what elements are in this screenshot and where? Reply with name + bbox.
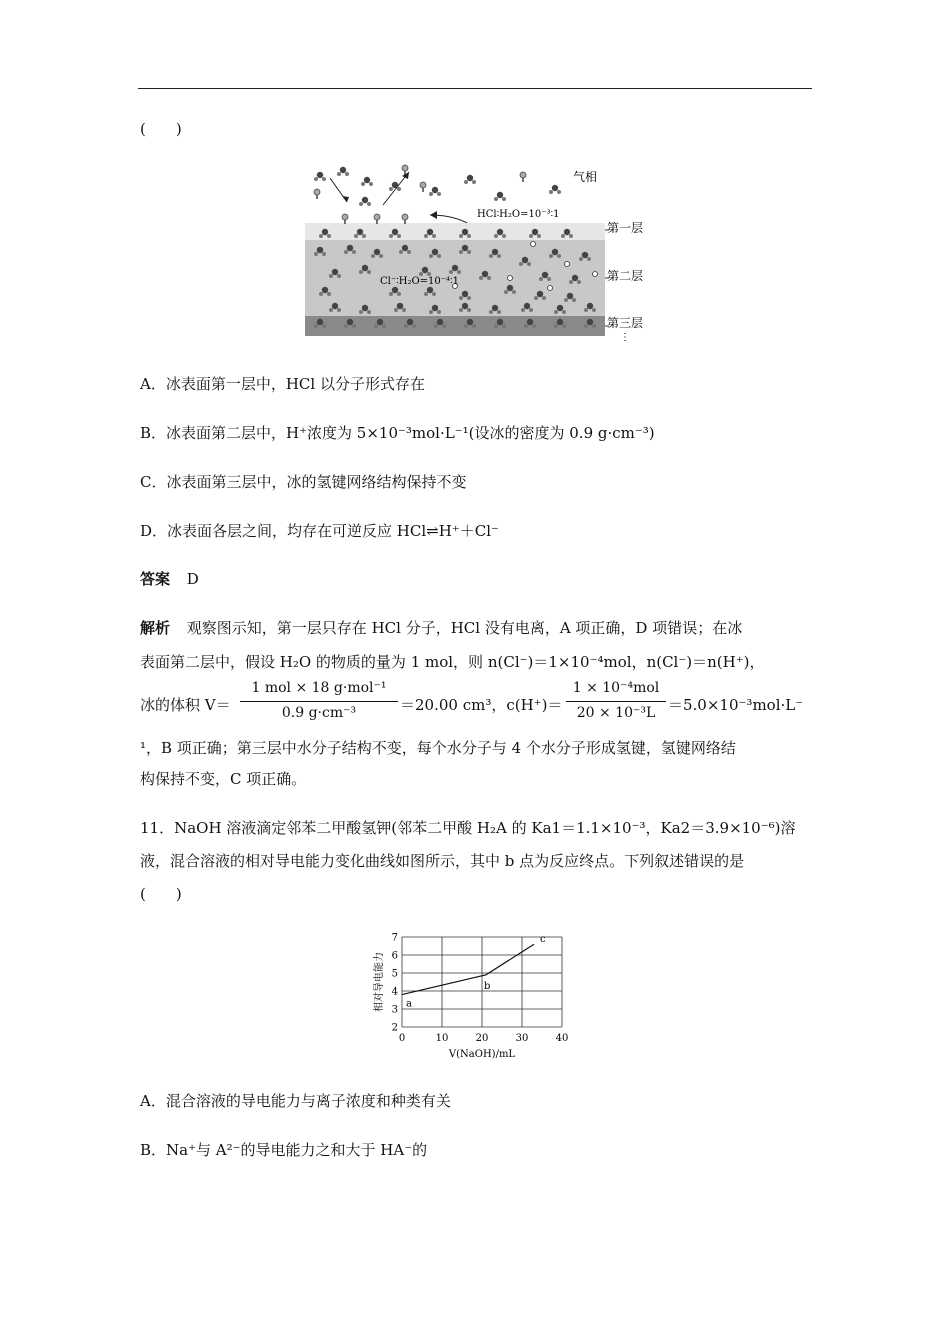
analysis-text-1: 观察图示知，第一层只存在 HCl 分子，HCl 没有电离，A 项正确，D 项错误；在冰 [186, 619, 743, 637]
y-tick-label: 3 [391, 1004, 398, 1016]
x-tick-label: 40 [555, 1033, 569, 1044]
q10-option-d: D．冰表面各层之间，均存在可逆反应 HCl⇌H⁺＋Cl⁻ [140, 522, 499, 540]
point-label-b: b [484, 980, 491, 992]
ratio2-label: Cl⁻∶H₂O=10⁻⁴∶1 [380, 276, 460, 287]
y-tick-label: 2 [391, 1022, 398, 1034]
point-label-c: c [540, 934, 546, 946]
answer-value: D [186, 570, 199, 588]
y-tick-label: 6 [391, 950, 398, 962]
x-tick-label: 0 [398, 1033, 406, 1044]
point-label-a: a [406, 998, 412, 1010]
header-rule [138, 88, 812, 89]
y-axis-label: 相对导电能力 [374, 952, 385, 1012]
volume-result: ＝20.00 cm³，c(H⁺)＝ [400, 696, 563, 714]
q11-line-3: ( ) [140, 885, 182, 903]
analysis-line-1 [140, 617, 742, 638]
y-tick-label: 7 [391, 932, 398, 944]
conc-fraction-bar [566, 701, 666, 702]
ice-surface-diagram [305, 160, 650, 345]
conc-numerator: 1 × 10⁻⁴mol [572, 680, 660, 696]
gas-label: 气相 [573, 170, 598, 184]
q10-option-a: A．冰表面第一层中，HCl 以分子形式存在 [140, 375, 425, 393]
volume-prefix: 冰的体积 V＝ [140, 696, 231, 714]
layer2-label: 第二层 [607, 269, 644, 283]
layer3-label: 第三层 [607, 316, 644, 330]
x-tick-label: 30 [515, 1033, 529, 1044]
q11-line-2: 液，混合溶液的相对导电能力变化曲线如图所示，其中 b 点为反应终点。下列叙述错误的是 [140, 852, 745, 870]
x-tick-label: 20 [475, 1033, 489, 1044]
conductivity-chart [370, 925, 580, 1065]
more-layers-dots: ⋮ [620, 332, 630, 343]
volume-fraction-bar [240, 701, 398, 702]
answer-label: 答案 [140, 570, 171, 588]
conc-result: ＝5.0×10⁻³mol·L⁻ [668, 696, 804, 714]
volume-denominator: 0.9 g·cm⁻³ [281, 705, 357, 721]
x-axis-label: V(NaOH)/mL [448, 1049, 516, 1060]
ratio1-label: HCl∶H₂O=10⁻³∶1 [477, 209, 560, 220]
analysis-line-4: 构保持不变，C 项正确。 [140, 770, 307, 788]
q10-option-b: B．冰表面第二层中，H⁺浓度为 5×10⁻³mol·L⁻¹(设冰的密度为 0.9 g·cm⁻³) [140, 424, 655, 442]
analysis-label: 解析 [140, 619, 171, 637]
answer [140, 568, 199, 589]
analysis-line-2: 表面第二层中，假设 H₂O 的物质的量为 1 mol，则 n(Cl⁻)＝1×10⁻⁴mol，n(Cl⁻)＝n(H⁺)， [140, 653, 765, 671]
layer1-label: 第一层 [607, 221, 644, 235]
volume-numerator: 1 mol × 18 g·mol⁻¹ [251, 680, 387, 696]
y-tick-label: 5 [391, 968, 398, 980]
q10-option-c: C．冰表面第三层中，冰的氢键网络结构保持不变 [140, 473, 467, 491]
conc-denominator: 20 × 10⁻³L [576, 705, 656, 721]
series-line [402, 944, 534, 994]
question-bracket: ( ) [140, 120, 182, 138]
y-tick-label: 4 [391, 986, 398, 998]
q11-option-b: B．Na⁺与 A²⁻的导电能力之和大于 HA⁻的 [140, 1141, 428, 1159]
analysis-line-3: ¹，B 项正确；第三层中水分子结构不变，每个水分子与 4 个水分子形成氢键，氢键网络结 [140, 739, 736, 757]
q11-line-1: 11．NaOH 溶液滴定邻苯二甲酸氢钾(邻苯二甲酸 H₂A 的 Ka1＝1.1×10⁻³，Ka2＝3.9×10⁻⁶)溶 [140, 819, 796, 837]
q11-option-a: A．混合溶液的导电能力与离子浓度和种类有关 [140, 1092, 451, 1110]
x-tick-label: 10 [435, 1033, 449, 1044]
